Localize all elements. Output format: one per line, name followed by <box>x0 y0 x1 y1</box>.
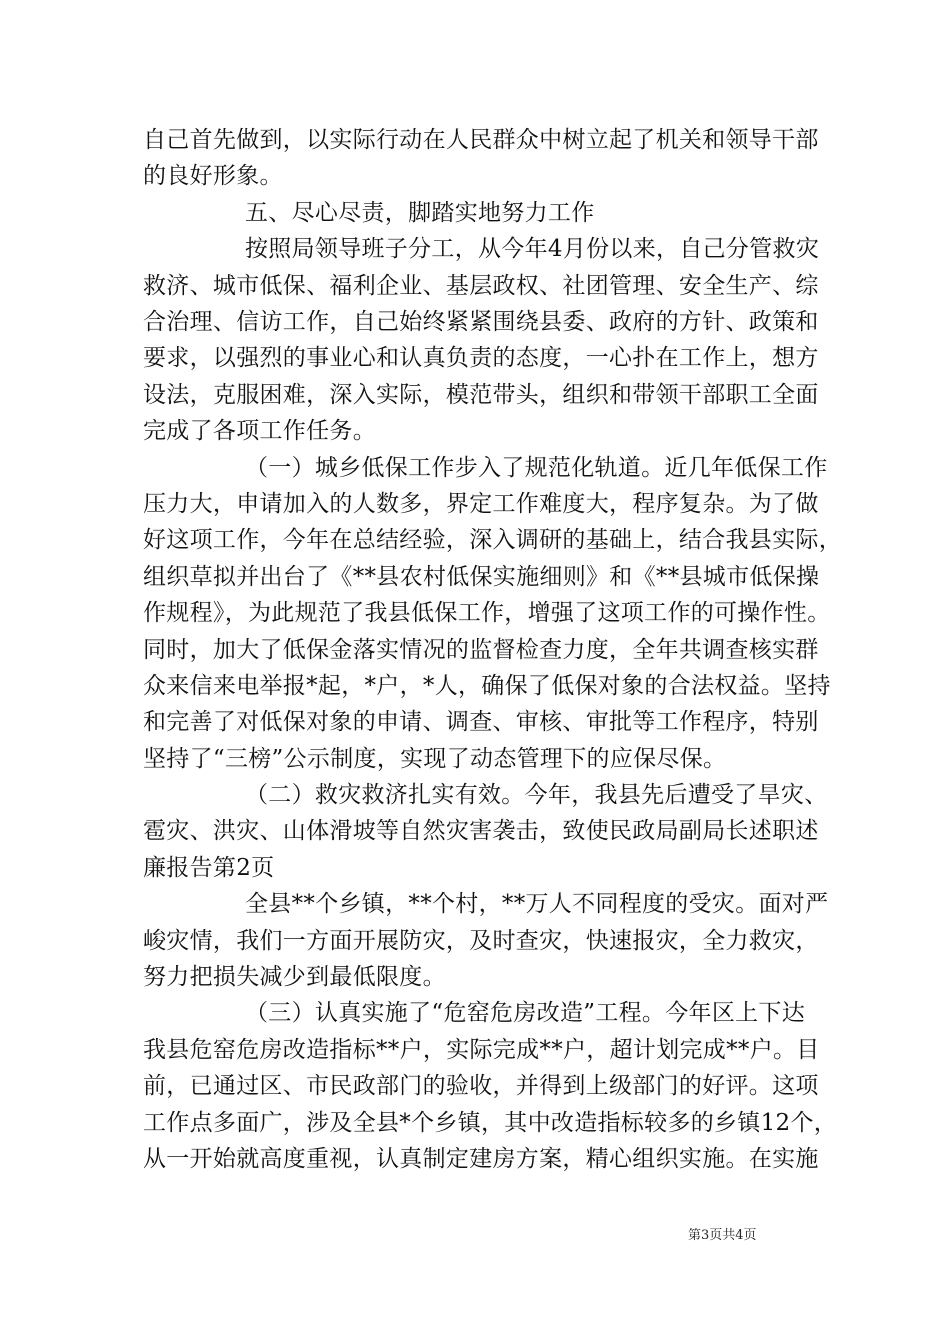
text-line-25: （三）认真实施了“危窑危房改造”工程。今年区上下达 <box>245 1000 806 1026</box>
text-line-18: 坚持了“三榜”公示制度，实现了动态管理下的应保尽保。 <box>143 746 727 772</box>
text-line-21: 廉报告第2页 <box>143 855 275 881</box>
text-line-28: 工作点多面广，涉及全县*个乡镇，其中改造指标较多的乡镇12个， <box>143 1110 838 1136</box>
text-line-14: 作规程》，为此规范了我县低保工作，增强了这项工作的可操作性。 <box>143 600 831 626</box>
section-heading: 五、尽心尽责，脚踏实地努力工作 <box>245 200 595 226</box>
text-line-29: 从一开始就高度重视，认真制定建房方案，精心组织实施。在实施 <box>143 1146 819 1172</box>
text-line-22: 全县**个乡镇，**个村，**万人不同程度的受灾。面对严 <box>245 891 829 917</box>
text-line-26: 我县危窑危房改造指标**户，实际完成**户，超计划完成**户。目 <box>143 1037 820 1063</box>
text-line-17: 和完善了对低保对象的申请、调查、审核、审批等工作程序，特别 <box>143 709 819 735</box>
text-line-20: 雹灾、洪灾、山体滑坡等自然灾害袭击，致使民政局副局长述职述 <box>143 818 819 844</box>
text-line-5: 救济、城市低保、福利企业、基层政权、社团管理、安全生产、综 <box>143 273 819 299</box>
text-line-13: 组织草拟并出台了《**县农村低保实施细则》和《**县城市低保操 <box>143 564 820 590</box>
text-line-27: 前，已通过区、市民政部门的验收，并得到上级部门的好评。这项 <box>143 1073 819 1099</box>
text-line-9: 完成了各项工作任务。 <box>143 418 376 444</box>
text-line-16: 众来信来电举报*起，*户，*人，确保了低保对象的合法权益。坚持 <box>143 673 831 699</box>
text-line-8: 设法，克服困难，深入实际，模范带头，组织和带领干部职工全面 <box>143 382 819 408</box>
text-line-12: 好这项工作，今年在总结经验，深入调研的基础上，结合我县实际， <box>143 527 842 553</box>
text-line-23: 峻灾情，我们一方面开展防灾，及时查灾，快速报灾，全力救灾， <box>143 928 819 954</box>
text-line-2: 的良好形象。 <box>143 163 283 189</box>
text-line-11: 压力大，申请加入的人数多，界定工作难度大，程序复杂。为了做 <box>143 491 819 517</box>
text-line-15: 同时，加大了低保金落实情况的监督检查力度，全年共调查核实群 <box>143 637 819 663</box>
text-line-19: （二）救灾救济扎实有效。今年，我县先后遭受了旱灾、 <box>245 782 828 808</box>
page-number-footer: 第3页共4页 <box>688 1228 757 1243</box>
text-line-4: 按照局领导班子分工，从今年4月份以来，自己分管救灾 <box>245 236 820 262</box>
text-line-6: 合治理、信访工作，自己始终紧紧围绕县委、政府的方针、政策和 <box>143 309 819 335</box>
text-line-7: 要求，以强烈的事业心和认真负责的态度，一心扑在工作上，想方 <box>143 345 819 371</box>
text-line-10: （一）城乡低保工作步入了规范化轨道。近几年低保工作 <box>245 455 828 481</box>
text-line-24: 努力把损失减少到最低限度。 <box>143 964 446 990</box>
text-line-1: 自己首先做到，以实际行动在人民群众中树立起了机关和领导干部 <box>143 127 819 153</box>
